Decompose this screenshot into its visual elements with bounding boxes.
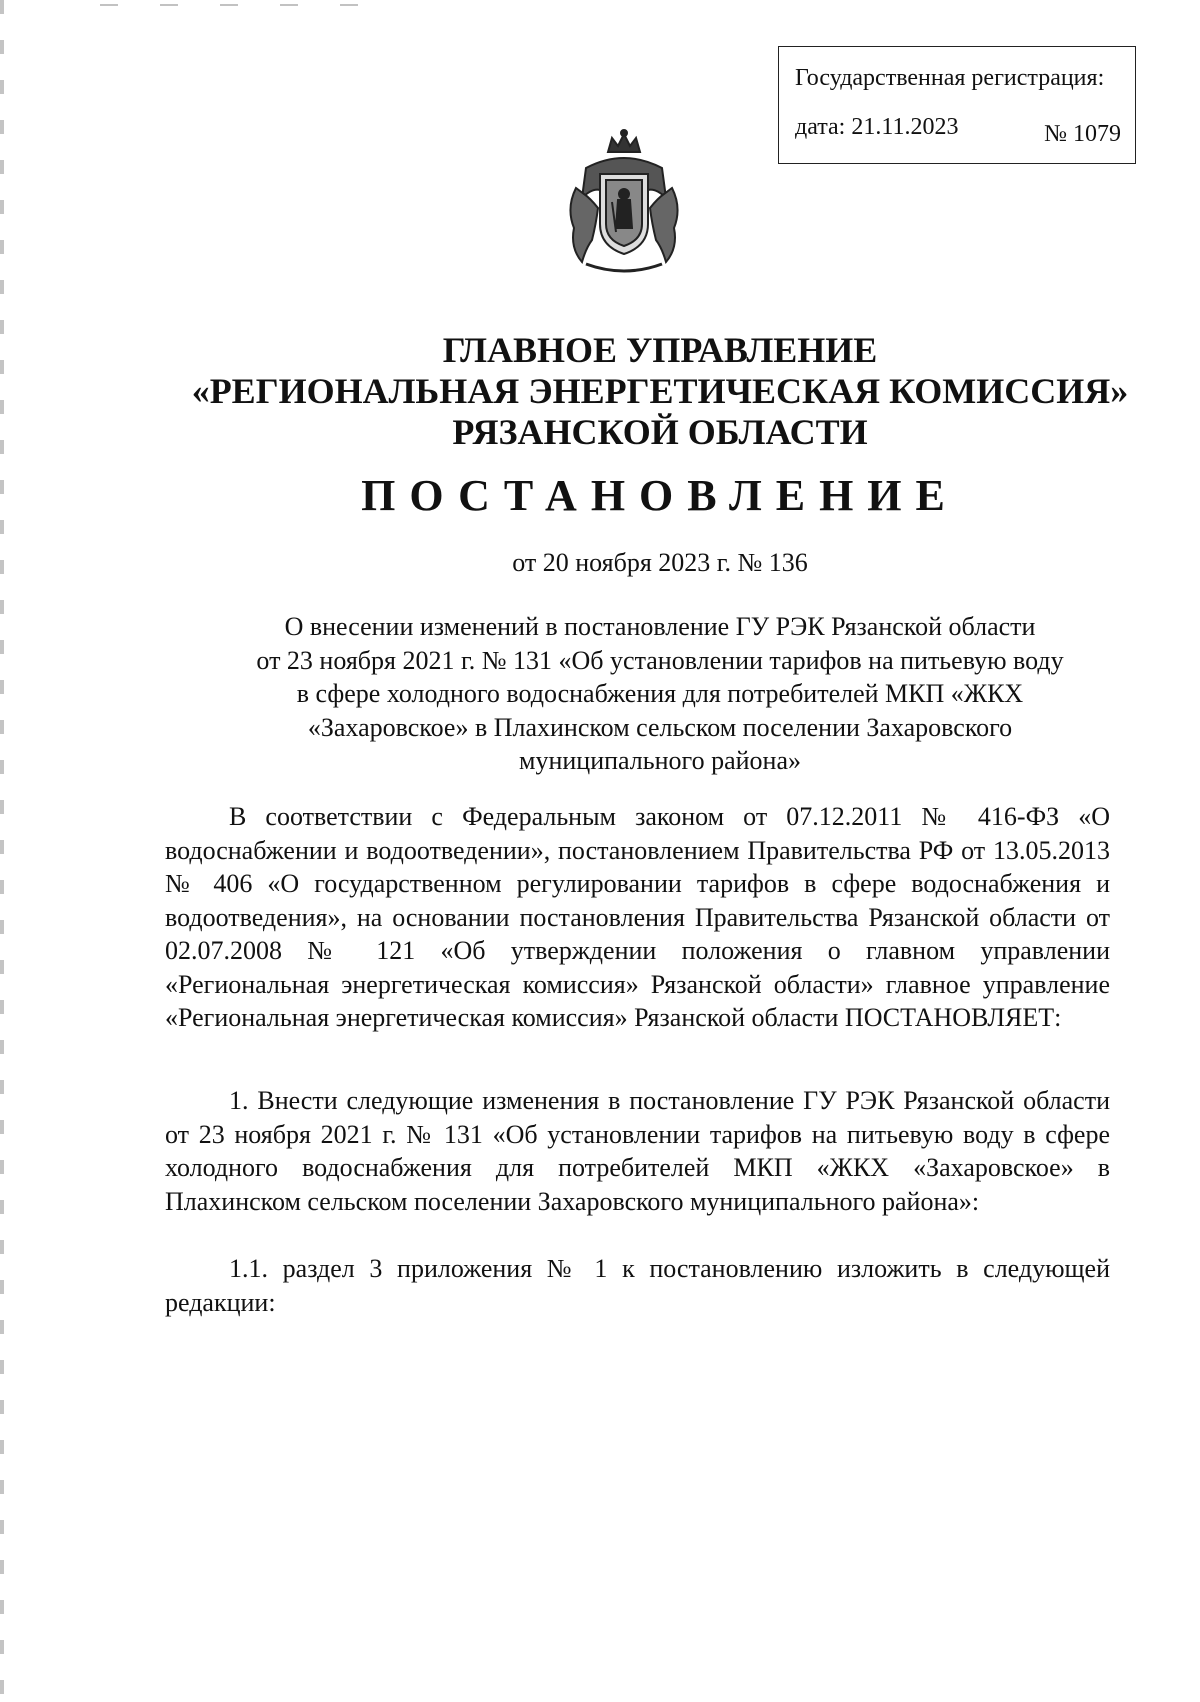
item-1-1-paragraph: 1.1. раздел 3 приложения № 1 к постановлению изложить в следующей редакции: bbox=[165, 1254, 1110, 1317]
subject-line: от 23 ноября 2021 г. № 131 «Об установлении тарифов на питьевую воду bbox=[256, 645, 1064, 675]
registration-title: Государственная регистрация: bbox=[795, 65, 1105, 91]
item-1-paragraph: 1. Внести следующие изменения в постановление ГУ РЭК Рязанской области от 23 ноября 2021 г. № 131 «Об установлении тарифов на питьевую воду в сфере холодного водоснабжения для потребителей МКП «ЖКХ «Захаровское» в Плахинском сельском поселении Захаровского муниципального района»: bbox=[165, 1086, 1110, 1216]
registration-stamp bbox=[778, 46, 1136, 164]
org-name-line-1: ГЛАВНОЕ УПРАВЛЕНИЕ bbox=[442, 330, 878, 370]
document-subject bbox=[215, 610, 1105, 778]
document-type-title: ПОСТАНОВЛЕНИЕ bbox=[361, 471, 959, 520]
org-name-line-2: «РЕГИОНАЛЬНАЯ ЭНЕРГЕТИЧЕСКАЯ КОМИССИЯ» bbox=[191, 371, 1129, 411]
org-name-line-3: РЯЗАНСКОЙ ОБЛАСТИ bbox=[452, 412, 868, 452]
scan-edge-artifact bbox=[0, 0, 4, 1702]
subject-line: О внесении изменений в постановление ГУ РЭК Рязанской области bbox=[284, 612, 1036, 641]
subject-line: в сфере холодного водоснабжения для потребителей МКП «ЖКХ bbox=[296, 679, 1024, 708]
registration-number: № 1079 bbox=[1044, 121, 1121, 147]
ryazan-coat-of-arms-icon bbox=[556, 128, 692, 280]
registration-date: дата: 21.11.2023 bbox=[795, 114, 959, 140]
organization-name bbox=[0, 330, 1200, 453]
subject-line: муниципального района» bbox=[519, 746, 801, 775]
scan-top-artifact bbox=[100, 4, 360, 6]
preamble-paragraph: В соответствии с Федеральным законом от 07.12.2011 № 416-ФЗ «О водоснабжении и водоотведении», постановлением Правительства РФ от 13.05.2013 № 406 «О государственном регулировании тарифов в сфере водоснабжения и водоотведения», на основании постановления Правительства Рязанской области от 02.07.2008 № 121 «Об утверждении положения о главном управлении «Региональная энергетическая комиссия» Рязанской области» главное управление «Региональная энергетическая комиссия» Рязанской области ПОСТАНОВЛЯЕТ: bbox=[165, 802, 1110, 1032]
document-date-number: от 20 ноября 2023 г. № 136 bbox=[512, 548, 808, 577]
subject-line: «Захаровское» в Плахинском сельском поселении Захаровского bbox=[307, 712, 1013, 742]
